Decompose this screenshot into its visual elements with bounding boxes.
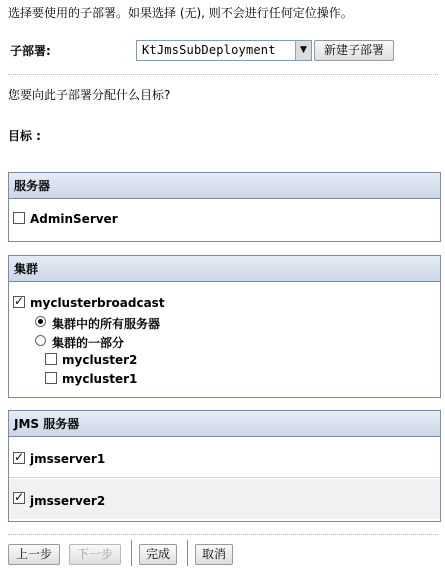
- jms-row-jmsserver2: [9, 479, 440, 519]
- subdeployment-select[interactable]: [136, 40, 312, 61]
- checkmark-icon: ✓: [14, 294, 25, 308]
- finish-button[interactable]: 完成: [139, 544, 177, 565]
- subdeployment-label: 子部署:: [10, 44, 51, 58]
- radio-all-servers[interactable]: [35, 316, 46, 327]
- jmsserver1-checkbox[interactable]: [13, 452, 25, 464]
- separator: [187, 540, 188, 566]
- chevron-down-icon[interactable]: ▼: [295, 41, 311, 60]
- mycluster2-checkbox[interactable]: [45, 353, 57, 365]
- jms-row-jmsserver1: [9, 438, 440, 478]
- jmsserver1-label: jmsserver1: [30, 452, 106, 466]
- next-button[interactable]: 下一步: [69, 544, 121, 565]
- mycluster1-label: mycluster1: [62, 372, 138, 386]
- checkmark-icon: ✓: [14, 450, 25, 464]
- member-row-mycluster1: [9, 370, 440, 388]
- separator: [131, 540, 132, 566]
- clusters-panel-header: 集群: [9, 256, 440, 282]
- cluster-checkbox[interactable]: [13, 296, 25, 308]
- subdeployment-selected-value: KtJmsSubDeployment: [142, 43, 276, 57]
- servers-panel: [8, 172, 441, 242]
- back-button[interactable]: 上一步: [8, 544, 60, 565]
- radio-part-label: 集群的一部分: [52, 336, 125, 350]
- jmsserver2-label: jmsserver2: [30, 494, 106, 508]
- radio-part-row: [9, 332, 440, 350]
- wizard-button-bar: [0, 534, 445, 568]
- jms-panel-header: JMS 服务器: [9, 411, 440, 437]
- clusters-panel: [8, 255, 441, 398]
- server-row-adminserver: [9, 209, 440, 229]
- mycluster2-label: mycluster2: [62, 353, 138, 367]
- assign-question: 您要向此子部署分配什么目标?: [8, 88, 171, 102]
- cancel-button[interactable]: 取消: [195, 544, 233, 565]
- divider: [8, 74, 438, 75]
- cluster-row: [9, 294, 440, 312]
- intro-text: 选择要使用的子部署。如果选择 (无), 则不会进行任何定位操作。: [8, 6, 353, 20]
- radio-all-row: [9, 313, 440, 331]
- subdeployment-row: [8, 38, 438, 64]
- jmsserver2-checkbox[interactable]: [13, 492, 25, 504]
- checkmark-icon: ✓: [14, 490, 25, 504]
- servers-panel-header: 服务器: [9, 173, 440, 199]
- targets-label: 目标 :: [8, 129, 41, 143]
- cluster-label: myclusterbroadcast: [30, 296, 165, 310]
- mycluster1-checkbox[interactable]: [45, 372, 57, 384]
- adminserver-checkbox[interactable]: [13, 212, 25, 224]
- new-subdeployment-button[interactable]: 新建子部署: [314, 40, 394, 61]
- radio-part-of-cluster[interactable]: [35, 335, 46, 346]
- member-row-mycluster2: [9, 351, 440, 369]
- adminserver-label: AdminServer: [30, 212, 118, 226]
- jms-servers-panel: [8, 410, 441, 522]
- radio-all-label: 集群中的所有服务器: [52, 317, 161, 331]
